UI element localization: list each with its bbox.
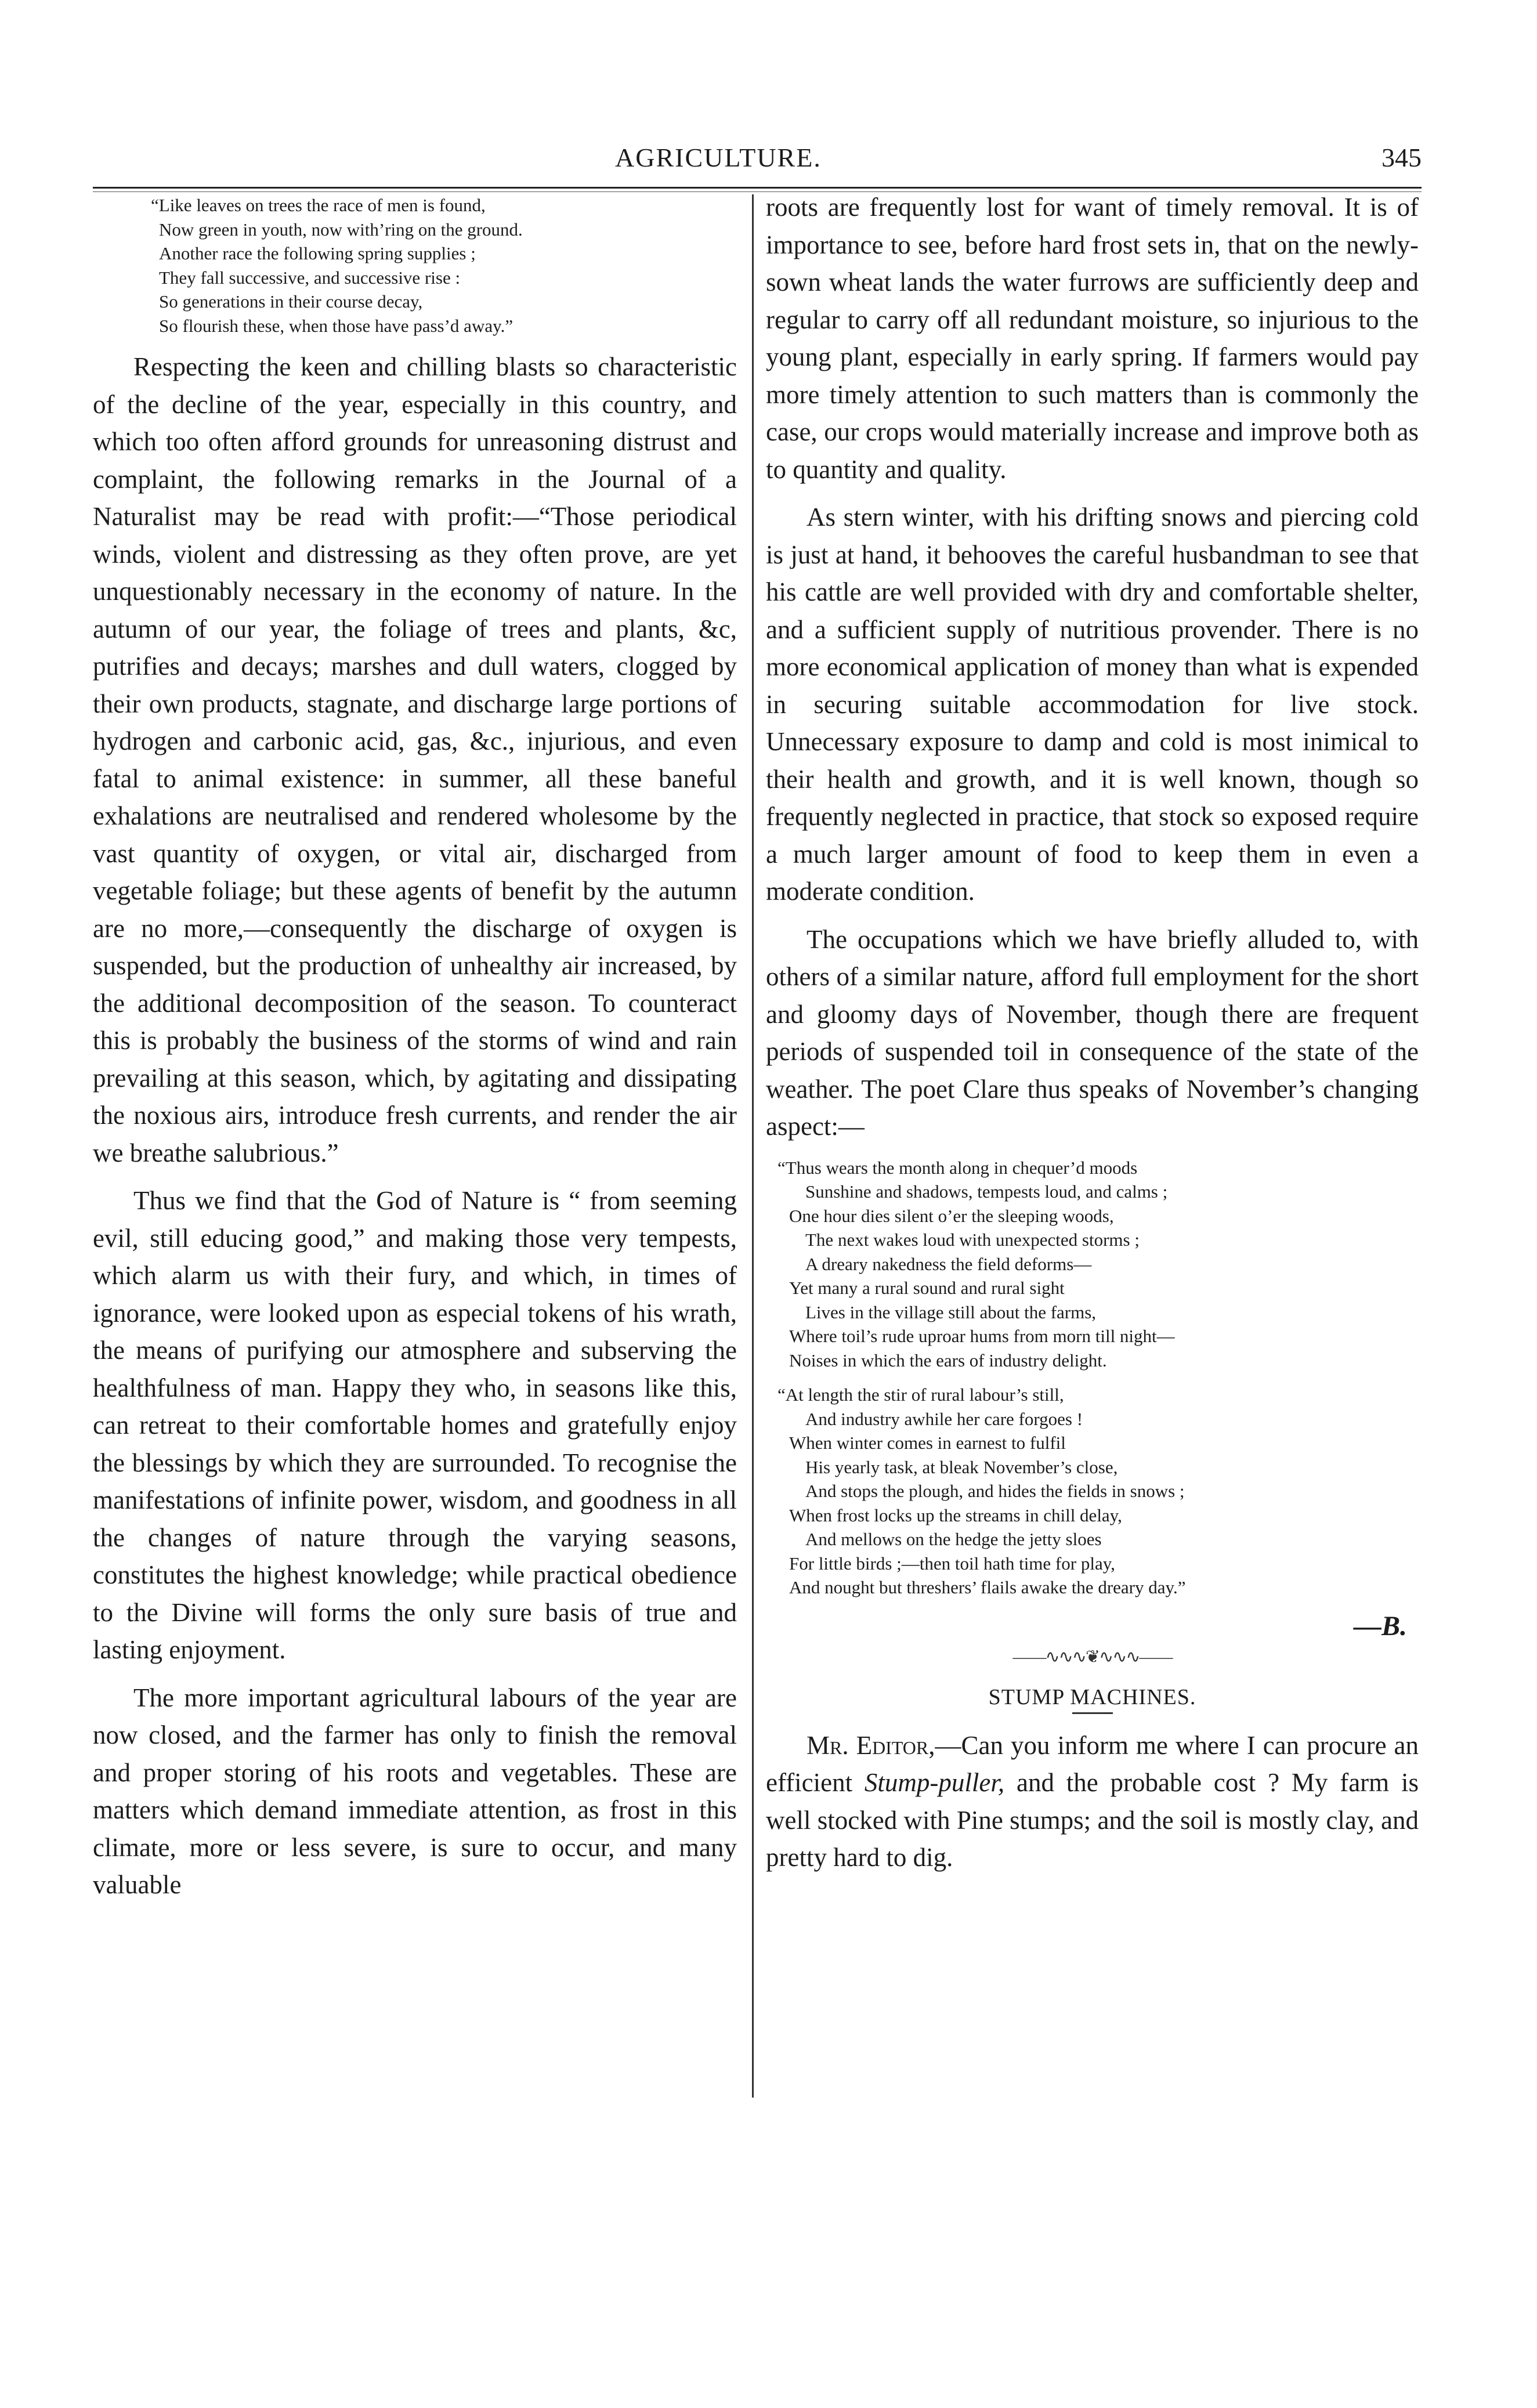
section-title: STUMP MACHINES. xyxy=(988,1684,1196,1709)
page-header xyxy=(93,142,1422,183)
homer-verse xyxy=(93,193,737,338)
verse-line: When winter comes in earnest to fulfil xyxy=(789,1433,1066,1453)
verse-line: And mellows on the hedge the jetty sloes xyxy=(805,1529,1102,1549)
verse-line: A dreary nakedness the field deforms— xyxy=(805,1253,1092,1274)
verse-line: Noises in which the ears of industry delight. xyxy=(789,1350,1107,1371)
verse-line: And nought but threshers’ flails awake the dreary day.” xyxy=(789,1577,1186,1597)
ornament-divider: ——∿∿∿❦∿∿∿—— xyxy=(1012,1647,1172,1666)
paragraph-winds: Respecting the keen and chilling blasts so characteristic of the decline of the year, especially in this country, and which too often afford grounds for unreasoning distrust and complaint, the following remarks in the Journal of a Naturalist may be read with profit:—“Those periodical winds, violent and distressing as they often prove, are yet unquestionably necessary in the economy of nature. In the autumn of our year, the foliage of trees and plants, &c, putrifies and decays; marshes and dull waters, clogged by their own products, stagnate, and discharge large portions of hydrogen and carbonic acid, gas, &c., injurious, and even fatal to animal existence: in summer, all these baneful exhalations are neutralised and rendered wholesome by the vast quantity of oxygen, or vital air, discharged from vegetable foliage; but these agents of benefit by the autumn are no more,—consequently the discharge of oxygen is suspended, but the production of unhealthy air increased, by the additional decomposition of the season. To counteract this is probably the business of the storms of wind and rain prevailing at this season, which, by agitating and dissipating the noxious airs, introduce fresh currents, and render the air we breathe salubrious.” xyxy=(93,352,737,1167)
verse-line: Sunshine and shadows, tempests loud, and calms ; xyxy=(805,1181,1168,1202)
title-rule xyxy=(1072,1712,1113,1714)
verse-line: Lives in the village still about the farms, xyxy=(805,1301,1097,1322)
paragraph-agricultural-labours: The more important agricultural labours of the year are now closed, and the farmer has only to finish the removal and proper storing of his roots and vegetables. These are matters which demand immediate attention, as frost in this climate, more or less severe, is sure to occur, and many valuable xyxy=(93,1683,737,1899)
letter-paragraph xyxy=(766,1727,1419,1876)
verse-line: Another race the following spring supplies ; xyxy=(159,243,476,263)
running-title: AGRICULTURE. xyxy=(615,143,822,172)
paragraph-november: The occupations which we have briefly alluded to, with others of a similar nature, afford full employment for the short and gloomy days of November, though there are frequent periods of suspended toil in consequence of the state of the weather. The poet Clare thus speaks of November’s changing aspect:— xyxy=(766,924,1419,1141)
verse-line: They fall successive, and successive rise : xyxy=(159,267,461,288)
verse-line: “Like leaves on trees the race of men is found, xyxy=(151,195,486,215)
verse-line: The next wakes loud with unexpected storms ; xyxy=(805,1230,1140,1250)
verse-line: And stops the plough, and hides the fields in snows ; xyxy=(805,1481,1185,1501)
paragraph-winter: As stern winter, with his drifting snows and piercing cold is just at hand, it behooves the careful husbandman to see that his cattle are well provided with dry and comfortable shelter, and a sufficient supply of nutritious provender. There is no more economical application of money than what is expended in securing suitable accommodation for live stock. Unnecessary exposure to damp and cold is most inimical to their health and growth, and it is well known, though so frequently neglected in practice, that stock so exposed require a much larger amount of food to keep them in even a moderate condition. xyxy=(766,502,1419,906)
signature: —B. xyxy=(1353,1610,1407,1642)
verse-line: Yet many a rural sound and rural sight xyxy=(789,1278,1065,1298)
letter-text-1: —Can you inform me where I can procure an efficient xyxy=(766,1730,1419,1797)
right-column xyxy=(766,189,1419,1887)
paragraph-god-of-nature: Thus we find that the God of Nature is “ from seeming evil, still educing good,” and making those very tempests, which alarm us with their fury, and which, in times of ignorance, were looked upon as especial tokens of his wrath, the means of purifying our atmosphere and subserving the healthfulness of man. Happy they who, in seasons like this, can retreat to their comfortable homes and gratefully enjoy the blessings by which they are surrounded. To recognise the manifestations of infinite power, wisdom, and goodness in all the changes of nature through the varying seasons, constitutes the highest knowledge; while practical obedience to the Divine will forms the only sure basis of true and lasting enjoyment. xyxy=(93,1186,737,1664)
page-number: 345 xyxy=(1382,143,1422,172)
verse-line: Where toil’s rude uproar hums from morn till night— xyxy=(789,1326,1175,1346)
clare-verse-2 xyxy=(766,1383,1419,1600)
letter-salutation: Mr. Editor, xyxy=(807,1730,935,1760)
column-divider xyxy=(752,194,754,2098)
paragraph-roots: roots are frequently lost for want of timely removal. It is of importance to see, before hard frost sets in, that on the newly-sown wheat lands the water furrows are sufficiently deep and regular to carry off all redundant moisture, so injurious to the young plant, especially in early spring. If farmers would pay more timely attention to such matters than is commonly the case, our crops would materially increase and improve both as to quantity and quality. xyxy=(766,193,1419,484)
verse-line: “Thus wears the month along in chequer’d moods xyxy=(777,1157,1138,1178)
verse-line: For little birds ;—then toil hath time for play, xyxy=(789,1553,1115,1574)
verse-line: “At length the stir of rural labour’s still, xyxy=(777,1384,1064,1405)
verse-line: One hour dies silent o’er the sleeping woods, xyxy=(789,1205,1114,1226)
verse-line: So generations in their course decay, xyxy=(159,291,423,312)
letter-text-2: and the probable cost ? My farm is well stocked with Pine stumps; and the soil is mostly clay, and pretty hard to dig. xyxy=(766,1768,1419,1872)
verse-line: When frost locks up the streams in chill delay, xyxy=(789,1505,1122,1525)
verse-line: So flourish these, when those have pass’d away.” xyxy=(159,315,513,336)
verse-line: Now green in youth, now with’ring on the ground. xyxy=(159,219,523,240)
verse-line: His yearly task, at bleak November’s close, xyxy=(805,1456,1118,1477)
clare-verse-1 xyxy=(766,1156,1419,1373)
letter-emphasis: Stump-puller, xyxy=(864,1768,1005,1797)
left-column xyxy=(93,189,737,1914)
verse-line: And industry awhile her care forgoes ! xyxy=(805,1408,1083,1429)
